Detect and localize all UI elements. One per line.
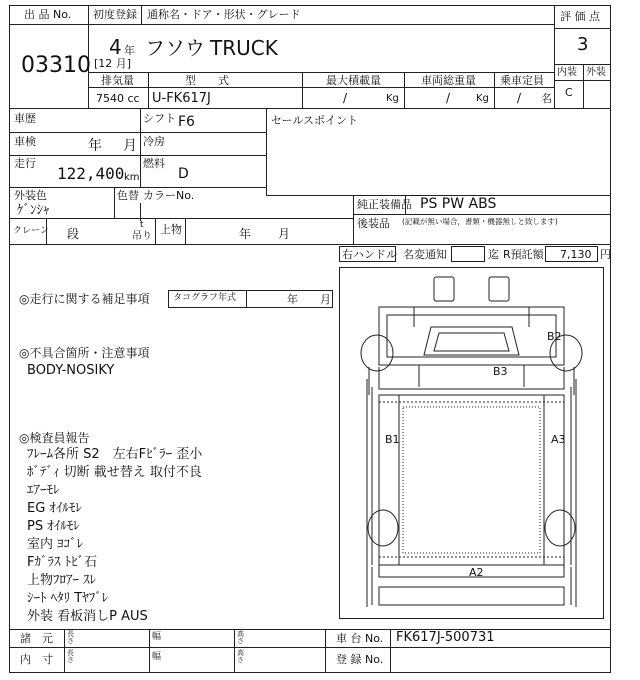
- reg-year: 4: [109, 35, 122, 59]
- inspection-year-unit: 年: [88, 138, 102, 154]
- divider: [9, 132, 266, 133]
- divider: [246, 290, 247, 308]
- divider: [9, 647, 611, 648]
- fuel-label: 燃料: [143, 157, 165, 170]
- fuel-value: D: [178, 166, 189, 182]
- inspector-line: ｼｰﾄ ﾍﾀﾘ Tﾔﾌﾞﾚ: [27, 591, 109, 606]
- divider: [148, 72, 149, 108]
- divider: [554, 28, 611, 29]
- capacity-value: /: [517, 91, 522, 105]
- specs-label: 諸 元: [20, 632, 53, 645]
- inspector-line: 上物ﾌﾛｱｰ ｽﾚ: [27, 573, 97, 588]
- gross-weight-value: /: [446, 91, 451, 105]
- car-name: フソウ: [145, 36, 205, 60]
- reg-label: 初度登録: [93, 8, 137, 21]
- color-change-label: 色替: [117, 189, 139, 202]
- divider: [9, 244, 611, 245]
- car-name-label: 通称名・ドア・形状・グレード: [147, 8, 301, 21]
- color-code-label: カラーNo.: [143, 189, 195, 202]
- inspector-label: ◎検査員報告: [19, 431, 90, 445]
- mirror-right-shape: [489, 277, 509, 301]
- divider: [325, 629, 326, 673]
- divider: [155, 218, 156, 244]
- inspector-line: EG ｵｲﾙﾓﾚ: [27, 501, 82, 516]
- body-label: 上物: [160, 223, 182, 236]
- damage-mark-b3: B3: [493, 365, 508, 378]
- length-label: 長さ: [67, 630, 74, 646]
- crane-ton-unit: 吊り: [132, 231, 152, 242]
- chassis-label: 車 台 No.: [336, 632, 384, 645]
- divider: [353, 195, 354, 244]
- divider: [88, 72, 554, 73]
- defects-label: ◎不具合箇所・注意事項: [19, 346, 150, 360]
- interior-value: C: [565, 86, 573, 99]
- reg-month: [12 月]: [94, 57, 132, 70]
- divider: [9, 629, 611, 630]
- color-value: ｹﾞﾝｼｬ: [17, 203, 50, 218]
- length-label: 長さ: [67, 649, 74, 665]
- interior-label: 内装: [557, 67, 577, 78]
- grade-value: 3: [577, 34, 589, 55]
- height-label: 高さ: [237, 630, 244, 646]
- tacho-label: タコグラフ年式: [173, 293, 237, 303]
- inspection-label: 車検: [14, 135, 36, 148]
- equipment-label: 純正装備品: [357, 198, 412, 211]
- aftermarket-label: 後装品: [357, 217, 390, 230]
- mileage-value: 122,400: [57, 164, 125, 183]
- cab-shape: [379, 307, 564, 365]
- damage-mark-b1: B1: [385, 433, 400, 446]
- max-load-label: 最大積載量: [326, 74, 381, 87]
- inspector-line: PS ｵｲﾙﾓﾚ: [27, 519, 80, 534]
- mileage-label: 走行: [14, 157, 36, 170]
- displacement-value: 7540 cc: [96, 92, 140, 105]
- divider: [149, 629, 150, 673]
- lot-number: 03310: [21, 53, 91, 78]
- running-notes-label: ◎走行に関する補足事項: [19, 292, 150, 306]
- wheel-front-left-shape: [361, 335, 393, 371]
- name-change-box: [451, 246, 485, 262]
- aftermarket-note: (記載が無い場合，書類・機器無しと致します): [402, 217, 558, 226]
- shift-value: F6: [178, 114, 195, 130]
- inspector-line: ﾌﾚｰﾑ各所 S2 左右Fﾋﾞﾗｰ 歪小: [27, 447, 203, 462]
- name-change-label: 名変通知: [403, 248, 447, 261]
- divider: [404, 72, 405, 108]
- history-label: 車歴: [14, 112, 36, 125]
- divider: [185, 218, 186, 244]
- recycle-unit: 円: [600, 248, 611, 261]
- mileage-unit: km: [124, 172, 140, 183]
- mirror-left-shape: [434, 277, 454, 301]
- body-month-unit: 月: [278, 227, 291, 241]
- divider: [494, 72, 495, 108]
- divider: [64, 629, 65, 673]
- gross-weight-unit: Kg: [476, 93, 489, 104]
- divider: [353, 214, 611, 215]
- damage-mark-a2: A2: [469, 566, 484, 579]
- tacho-month-unit: 月: [320, 293, 331, 306]
- divider: [114, 187, 115, 218]
- car-model: TRUCK: [210, 36, 278, 60]
- divider: [266, 108, 267, 195]
- reg-year-unit: 年: [124, 44, 135, 57]
- shift-label: シフト: [143, 112, 176, 125]
- damage-mark-b2: B2: [547, 330, 562, 343]
- steering-value: 右ハンドル: [342, 248, 397, 261]
- reduced-label: 迄: [488, 248, 499, 261]
- color-label: 外装色: [14, 189, 47, 202]
- capacity-unit: 名: [541, 92, 552, 105]
- lot-label: 出 品 No.: [24, 8, 72, 21]
- tacho-year-unit: 年: [287, 293, 298, 306]
- recycle-value: 7,130: [560, 248, 592, 261]
- inner-dims-label: 内 寸: [20, 653, 53, 666]
- divider: [141, 5, 142, 24]
- displacement-label: 排気量: [101, 74, 134, 87]
- grade-label: 評 価 点: [560, 10, 600, 23]
- divider: [9, 187, 266, 188]
- damage-mark-a3: A3: [551, 433, 566, 446]
- crane-label: クレーン: [13, 226, 49, 236]
- chassis-value: FK617J-500731: [396, 630, 495, 645]
- model-value: U-FK617J: [152, 91, 211, 106]
- width-label: 幅: [152, 652, 162, 662]
- model-label: 型 式: [185, 74, 229, 87]
- height-label: 高さ: [237, 649, 244, 665]
- sales-point-label: セールスポイント: [271, 114, 359, 127]
- body-shape: [379, 395, 564, 565]
- divider: [234, 629, 235, 673]
- divider: [9, 108, 611, 109]
- divider: [140, 108, 141, 187]
- inspector-line: 外装 看板消しP AUS: [27, 609, 148, 624]
- recycle-label: R預託額: [503, 248, 544, 261]
- divider: [88, 24, 554, 25]
- inspector-line: ｴｱｰﾓﾚ: [27, 483, 60, 498]
- divider: [554, 5, 555, 108]
- capacity-label: 乗車定員: [500, 74, 544, 87]
- divider: [9, 218, 353, 219]
- exterior-label: 外装: [586, 67, 606, 78]
- max-load-value: /: [343, 91, 348, 105]
- aircon-label: 冷房: [143, 135, 165, 148]
- divider: [88, 87, 554, 88]
- defects-text: BODY-NOSIKY: [27, 363, 115, 378]
- inspector-line: Fｶﾞﾗｽ ﾄﾋﾞ石: [27, 555, 98, 570]
- max-load-unit: Kg: [386, 93, 399, 104]
- width-label: 幅: [152, 632, 162, 642]
- reg-no-label: 登 録 No.: [336, 653, 384, 666]
- equipment-value: PS PW ABS: [420, 196, 497, 212]
- inspector-line: 室内 ﾖｺﾞﾚ: [27, 537, 84, 552]
- gross-weight-label: 車両総重量: [421, 74, 476, 87]
- body-year-unit: 年: [239, 227, 252, 241]
- inspector-line: ﾎﾞﾃﾞｨ 切断 載せ替え 取付不良: [27, 465, 202, 480]
- divider: [390, 629, 391, 673]
- divider: [9, 24, 88, 25]
- divider: [302, 72, 303, 108]
- divider: [583, 64, 584, 108]
- crane-ton-top: t: [140, 220, 144, 230]
- divider: [9, 155, 266, 156]
- crane-stage-unit: 段: [67, 227, 80, 241]
- inspection-month-unit: 月: [123, 138, 137, 154]
